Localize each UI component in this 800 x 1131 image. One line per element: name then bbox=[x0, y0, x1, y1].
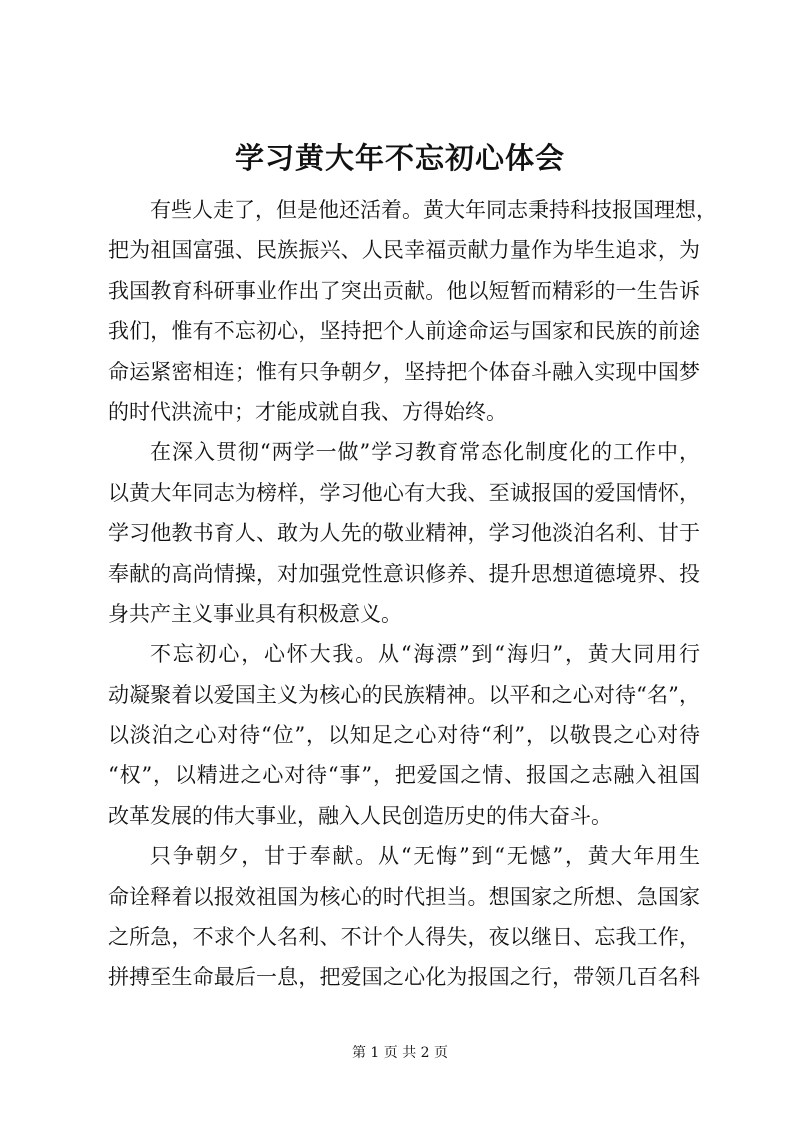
text-line: 我国教育科研事业作出了突出贡献。他以短暂而精彩的一生告诉 bbox=[108, 278, 700, 303]
text-line: 身共产主义事业具有积极意义。 bbox=[108, 601, 402, 626]
paragraph bbox=[108, 190, 717, 432]
text-line: 之所急，不求个人名利、不计个人得失，夜以继日、忘我工作， bbox=[108, 925, 700, 950]
paragraph bbox=[108, 432, 700, 634]
text-line: 命诠释着以报效祖国为核心的时代担当。想国家之所想、急国家 bbox=[108, 884, 700, 909]
page-footer: 第 1 页 共 2 页 bbox=[351, 1045, 449, 1061]
text-line: 我们，惟有不忘初心，坚持把个人前途命运与国家和民族的前途 bbox=[108, 319, 700, 344]
document-title: 学习黄大年不忘初心体会 bbox=[234, 141, 565, 175]
paragraph bbox=[108, 634, 700, 836]
text-line: 不忘初心，心怀大我。从“海漂”到“海归”，黄大同用行 bbox=[150, 642, 700, 667]
text-line: 拼搏至生命最后一息，把爱国之心化为报国之行，带领几百名科 bbox=[108, 965, 700, 990]
text-line: 只争朝夕，甘于奉献。从“无悔”到“无憾”，黄大年用生 bbox=[150, 844, 700, 869]
text-line: 把为祖国富强、民族振兴、人民幸福贡献力量作为毕生追求，为 bbox=[108, 238, 700, 263]
text-line: 的时代洪流中；才能成就自我、方得始终。 bbox=[108, 399, 507, 424]
text-line: 命运紧密相连；惟有只争朝夕，坚持把个体奋斗融入实现中国梦 bbox=[108, 359, 700, 384]
text-line: 在深入贯彻“两学一做”学习教育常态化制度化的工作中， bbox=[150, 440, 700, 465]
paragraph bbox=[108, 836, 700, 998]
text-line: 有些人走了，但是他还活着。黄大年同志秉持科技报国理想， bbox=[150, 198, 717, 222]
text-line: 奉献的高尚情操，对加强党性意识修养、提升思想道德境界、投 bbox=[108, 561, 700, 586]
text-line: 以黄大年同志为榜样，学习他心有大我、至诚报国的爱国情怀， bbox=[108, 480, 700, 505]
text-line: “权”，以精进之心对待“事”，把爱国之情、报国之志融入祖国 bbox=[108, 763, 700, 788]
text-line: 以淡泊之心对待“位”，以知足之心对待“利”，以敬畏之心对待 bbox=[108, 723, 700, 748]
text-line: 动凝聚着以爱国主义为核心的民族精神。以平和之心对待“名”， bbox=[108, 682, 700, 707]
text-line: 改革发展的伟大事业，融入人民创造历史的伟大奋斗。 bbox=[108, 803, 612, 828]
text-line: 学习他教书育人、敢为人先的敬业精神，学习他淡泊名利、甘于 bbox=[108, 521, 700, 546]
document-body bbox=[108, 190, 717, 998]
